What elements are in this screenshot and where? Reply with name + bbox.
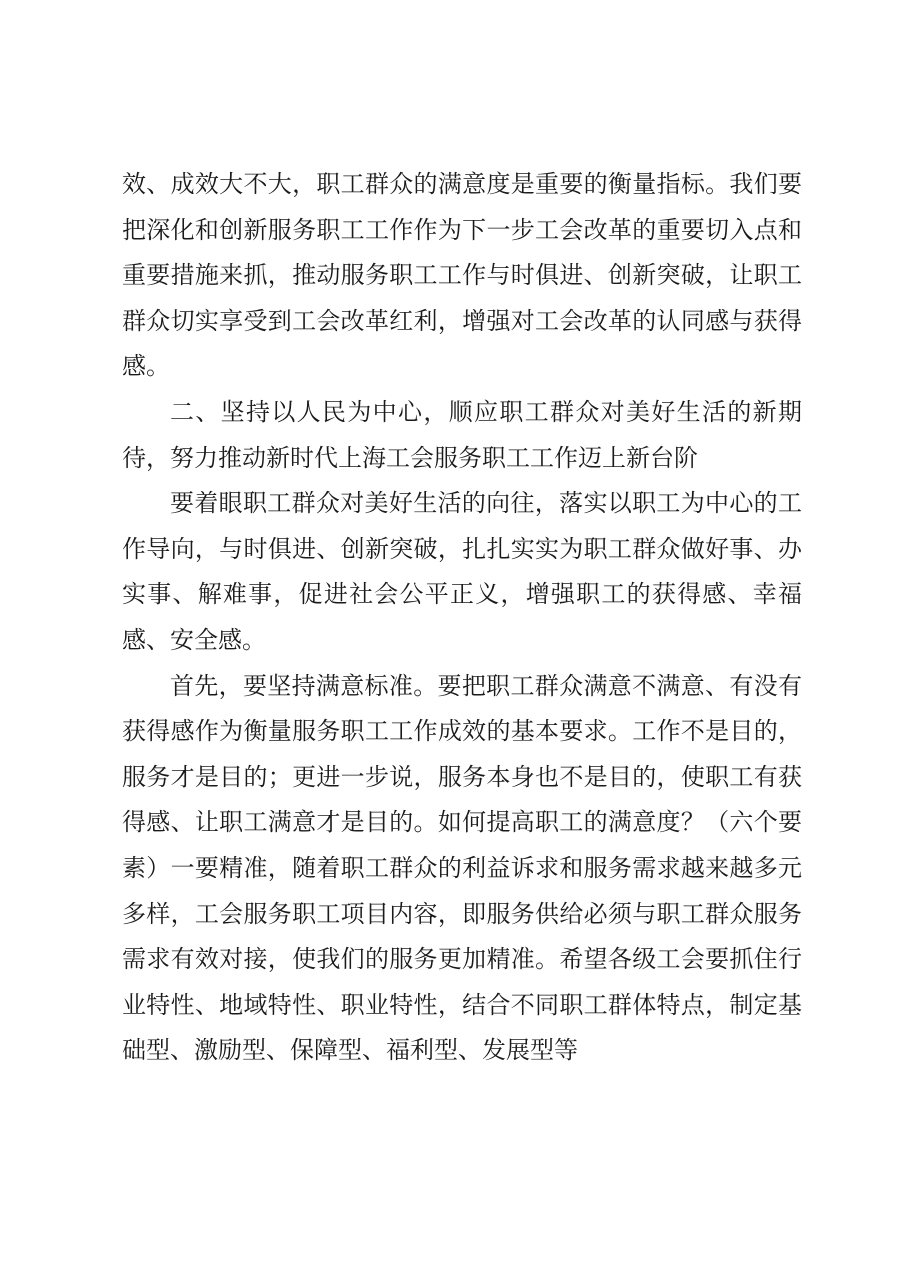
document-body: [122, 162, 802, 1074]
section-heading: 二、坚持以人民为中心，顺应职工群众对美好生活的新期待，努力推动新时代上海工会服务职工工作迈上新台阶: [122, 397, 802, 472]
paragraph: 首先，要坚持满意标准。要把职工群众满意不满意、有没有获得感作为衡量服务职工工作成效的基本要求。工作不是目的，服务才是目的；更进一步说，服务本身也不是目的，使职工有获得感、让职工满意才是目的。如何提高职工的满意度？（六个要素）一要精准，随着职工群众的利益诉求和服务需求越来越多元多样，工会服务职工项目内容，即服务供给必须与职工群众服务需求有效对接，使我们的服务更加精准。希望各级工会要抓住行业特性、地域特性、职业特性，结合不同职工群体特点，制定基础型、激励型、保障型、福利型、发展型等: [122, 671, 802, 1065]
paragraph: 要着眼职工群众对美好生活的向往，落实以职工为中心的工作导向，与时俱进、创新突破，扎扎实实为职工群众做好事、办实事、解难事，促进社会公平正义，增强职工的获得感、幸福感、安全感。: [122, 489, 802, 654]
paragraph-continuation: 效、成效大不大，职工群众的满意度是重要的衡量指标。我们要把深化和创新服务职工工作作为下一步工会改革的重要切入点和重要措施来抓，推动服务职工工作与时俱进、创新突破，让职工群众切实享受到工会改革红利，增强对工会改革的认同感与获得感。: [122, 170, 802, 381]
